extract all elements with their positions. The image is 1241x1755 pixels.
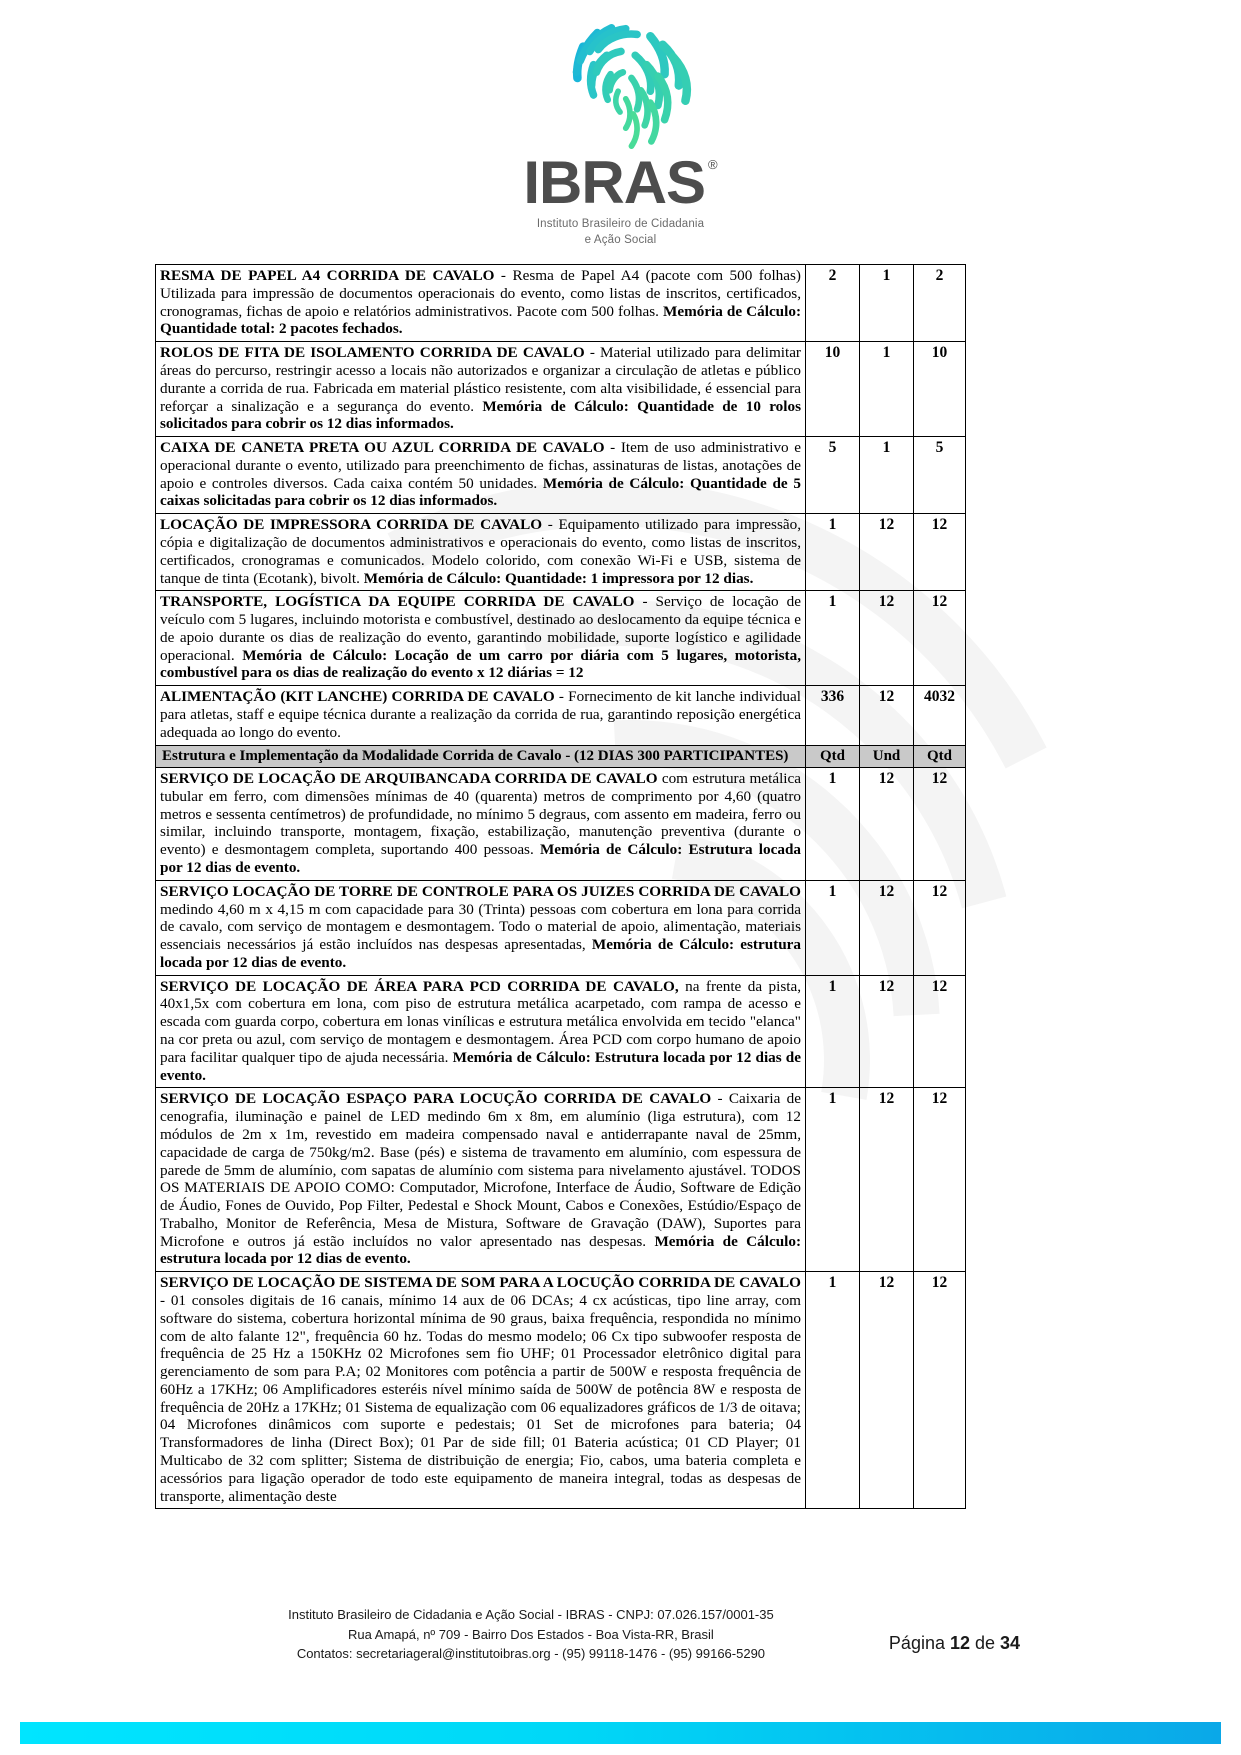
item-title: SERVIÇO DE LOCAÇÃO DE ÁREA PARA PCD CORRIDA DE CAVALO, [160,977,679,995]
item-qtd: 1 [806,514,860,591]
item-qtd: 1 [806,880,860,975]
item-description [156,686,806,745]
table-row [156,880,966,975]
item-memoria: Memória de Cálculo: Quantidade de 10 rolos solicitados para cobrir os 12 dias informados. [160,397,801,433]
registered-trademark-icon: ® [708,157,718,172]
item-title: SERVIÇO DE LOCAÇÃO DE SISTEMA DE SOM PARA A LOCUÇÃO CORRIDA DE CAVALO [160,1274,801,1292]
logo-tagline [537,217,704,248]
item-separator: - [542,516,559,534]
table-row [156,1088,966,1272]
item-memoria: Memória de Cálculo: Quantidade de 5 caixas solicitadas para cobrir os 12 dias informados. [160,474,801,510]
table-section-header-row [156,745,966,768]
item-description [156,768,806,881]
fingerprint-brazil-icon [531,14,711,159]
item-separator: - [554,688,569,706]
table-row [156,975,966,1088]
table-row [156,514,966,591]
item-body: Caixaria de cenografia, iluminação e painel de LED medindo 6m x 8m, em alumínio (liga estrutura), com 12 módulos de 2m x 1m, revestido em madeira compensado naval e antiderrapante naval de 25mm, capacidade de carga de 750kg/m2. Base (pés) e sistema de travamento em alumínio, com espessura de parede de 5mm de alumínio, com sapatas de alumínio com sistema para nivelamento ajustável. TODOS OS MATERIAIS DE APOIO COMO: Computador, Microfone, Interface de Áudio, Software de Edição de Áudio, Fones de Ouvido, Pop Filter, Pedestal e Shock Mount, Cabos e Conexões, Estúdio/Espaço de Trabalho, Monitor de Referência, Mesa de Mistura, Software de Gravação (DAW), Suportes para Microfone e outros já estão incluídos no valor apresentado nas despesas. [160,1090,801,1250]
item-title: SERVIÇO DE LOCAÇÃO DE ARQUIBANCADA CORRIDA DE CAVALO [160,770,658,788]
item-qtd: 1 [806,591,860,686]
item-separator: - [711,1090,729,1108]
page-prefix-label: Página [888,1633,950,1653]
logo-wordmark-text: IBRAS [523,149,706,216]
item-qtd-total: 5 [914,437,966,514]
item-separator: - [160,1291,171,1309]
item-body: Serviço de locação de veículo com 5 lugares, incluindo motorista e combustível, destinado ao deslocamento da equipe técnica e de apoio durante os dias de realização do evento, garantindo mobilidade, suporte logístico e agilidade operacional. [160,593,802,664]
footer-line-contacts: Contatos: secretariageral@institutoibras.org - (95) 99118-1476 - (95) 99166-5290 [296,1646,766,1661]
item-qtd: 5 [806,437,860,514]
item-description [156,880,806,975]
page-mid-label: de [970,1633,1001,1653]
item-qtd-total: 12 [914,768,966,881]
item-und: 12 [860,591,914,686]
item-und: 12 [860,768,914,881]
logo-tagline-line2: e Ação Social [584,233,657,246]
item-body: Item de uso administrativo e operacional durante o evento, utilizado para preenchimento de fichas, assinaturas de listas, anotações de apoio e controles diversos. Cada caixa contém 50 unidades. [160,439,801,492]
item-memoria: Memória de Cálculo: Estrutura locada por 12 dias de evento. [160,841,801,877]
item-body: medindo 4,60 m x 4,15 m com capacidade para 30 (Trinta) pessoas com cobertura em lona para corrida de cavalo, com serviço de montagem e desmontagem. Todo o material de apoio, alimentação, materiais essenciais necessários já estão incluídos nas despesas apresentadas, [160,900,801,954]
item-description [156,1272,806,1509]
item-separator: - [584,344,601,362]
document-header [0,0,1241,248]
item-title: ALIMENTAÇÃO (KIT LANCHE) CORRIDA DE CAVALO [160,688,555,706]
item-separator: - [634,593,656,611]
item-title: LOCAÇÃO DE IMPRESSORA CORRIDA DE CAVALO [160,516,543,534]
item-description [156,514,806,591]
items-table [155,264,966,1509]
item-title: RESMA DE PAPEL A4 CORRIDA DE CAVALO [160,267,495,285]
page-current-number: 12 [949,1633,971,1653]
item-und: 1 [860,437,914,514]
item-body: Material utilizado para delimitar áreas do percurso, restringir acesso a locais não autorizados e organizar a circulação de atletas e público durante a corrida de rua. Fabricada em material plástico resistente, com alta visibilidade, é essencial para reforçar a sinalização e a segurança do evento. [160,344,801,415]
item-body: Equipamento utilizado para impressão, cópia e digitalização de documentos administrativos e operacionais do evento, como listas de inscritos, certificados, cronogramas e comunicados. Modelo colorido, com conexão Wi-Fi e USB, sistema de tanque de tinta (Ecotank), bivolt. [160,516,801,587]
item-description [156,1088,806,1272]
item-memoria: Memória de Cálculo: estrutura locada por 12 dias de evento. [160,1232,802,1268]
item-und: 1 [860,342,914,437]
item-qtd: 1 [806,975,860,1088]
item-qtd-total: 2 [914,265,966,342]
item-body: na frente da pista, 40x1,5x com cobertura em lona, com piso de estrutura metálica acarpetado, com rampa de acesso e escada com guarda corpo, cobertura em lonas vinílicas e estrutura metálica envolvida em tecido "elanca" na cor preta ou azul, com serviço de montagem e desmontagem. Área PCD com corpo humano de apoio para facilitar qualquer tipo de ajuda necessária. [160,977,802,1066]
item-body: com estrutura metálica tubular em ferro, com dimensões mínimas de 40 (quarenta) metros de comprimento por 4,60 (quatro metros e sessenta centímetros) de profundidade, no mínimo 5 degraus, com assento em madeira, ferro ou similar, incluindo transporte, montagem, fixação, estabilização, manutenção preventiva (durante o evento) e desmontagem completa, suportando 400 pessoas. [160,770,801,859]
item-und: 12 [860,1088,914,1272]
footer-line-entity: Instituto Brasileiro de Cidadania e Ação Social - IBRAS - CNPJ: 07.026.157/0001-35 [288,1607,774,1622]
table-row [156,1272,966,1509]
table-row [156,265,966,342]
item-title: SERVIÇO LOCAÇÃO DE TORRE DE CONTROLE PARA OS JUIZES CORRIDA DE CAVALO [160,882,801,900]
item-qtd: 10 [806,342,860,437]
section-header-und: Und [860,745,914,768]
item-qtd: 1 [806,1272,860,1509]
item-qtd: 2 [806,265,860,342]
item-description [156,342,806,437]
item-title: ROLOS DE FITA DE ISOLAMENTO CORRIDA DE CAVALO [160,344,585,362]
item-memoria: Memória de Cálculo: Estrutura locada por 12 dias de evento. [160,1048,801,1084]
item-und: 12 [860,1272,914,1509]
item-body: Resma de Papel A4 (pacote com 500 folhas) Utilizada para impressão de documentos operacionais do evento, como listas de inscritos, certificados, cronogramas, fichas de apoio e relatórios administrativos. Pacote com 500 folhas. [160,267,801,320]
item-qtd: 336 [806,686,860,745]
item-body: Fornecimento de kit lanche individual para atletas, staff e equipe técnica durante a realização da corrida de rua, garantindo reposição energética adequada ao longo do evento. [160,688,801,741]
item-separator: - [604,439,621,457]
item-separator: - [494,267,513,285]
item-description [156,437,806,514]
item-qtd-total: 12 [914,1272,966,1509]
section-header-qtd: Qtd [806,745,860,768]
item-und: 12 [860,880,914,975]
item-und: 12 [860,514,914,591]
item-memoria: Memória de Cálculo: Quantidade: 1 impressora por 12 dias. [363,569,754,587]
item-und: 12 [860,686,914,745]
item-und: 1 [860,265,914,342]
table-row [156,768,966,881]
table-row [156,437,966,514]
page-number-indicator [889,1605,1020,1654]
logo-wordmark [523,149,718,216]
item-qtd: 1 [806,1088,860,1272]
section-header-qtd-total: Qtd [914,745,966,768]
item-memoria: Memória de Cálculo: estrutura locada por 12 dias de evento. [160,936,801,971]
item-qtd-total: 12 [914,975,966,1088]
document-footer [0,1605,1241,1664]
table-row [156,591,966,686]
item-description [156,265,806,342]
item-qtd: 1 [806,768,860,881]
item-memoria: Memória de Cálculo: Locação de um carro por diária com 5 lugares, motorista, combustível para os dias de realização do evento x 12 diárias = 12 [160,646,801,682]
table-row [156,686,966,745]
item-memoria: Memória de Cálculo: Quantidade total: 2 pacotes fechados. [160,302,802,338]
footer-line-address: Rua Amapá, nº 709 - Bairro Dos Estados - Boa Vista-RR, Brasil [348,1626,714,1642]
item-title: TRANSPORTE, LOGÍSTICA DA EQUIPE CORRIDA DE CAVALO [160,593,635,611]
item-body: 01 consoles digitais de 16 canais, mínimo 14 aux de 06 DCAs; 4 cx acústicas, tipo line array, com software do sistema, cobertura horizontal mínima de 90 graus, baixa frequência, respondida no mínimo com de alto falante 12", frequência 60 hz. Todas do mesmo modelo; 06 Cx tipo subwoofer resposta de frequência de 25 Hz a 150KHz 02 Microfones sem fio UHF; 01 Processador eletrônico digital para gerenciamento de som para P.A; 02 Monitores com potência a partir de 500W e resposta frequência de 60Hz a 17KHz; 06 Amplificadores esteréis nível mínimo saída de 500W de potência 8W e resposta de frequência de 20Hz a 17KHz; 01 Sistema de equalização com 06 equalizadores gráficos de 1/3 de oitava; 04 Microfones dinâmicos com suporte e pedestais; 01 Set de microfones para bateria; 04 Transformadores de linha (Direct Box); 01 Par de side fill; 01 Bateria acústica; 01 CD Player; 01 Multicabo de 32 com splitter; Sistema de distribuição de energia; Fio, cabos, uma bateria completa e acessórios para ligação operador de todo este equipamento de maneira integral, todas as despesas de transporte, alimentação deste [160,1291,801,1505]
footer-contact-block [221,1605,841,1664]
item-qtd-total: 12 [914,1088,966,1272]
item-title: CAIXA DE CANETA PRETA OU AZUL CORRIDA DE CAVALO [160,439,605,457]
item-qtd-total: 12 [914,591,966,686]
item-qtd-total: 12 [914,880,966,975]
item-qtd-total: 12 [914,514,966,591]
page-total-number: 34 [1000,1633,1021,1653]
logo-tagline-line1: Instituto Brasileiro de Cidadania [536,218,705,230]
item-description [156,591,806,686]
item-und: 12 [860,975,914,1088]
items-table-body [156,265,966,1509]
section-header-title: Estrutura e Implementação da Modalidade Corrida de Cavalo - (12 DIAS 300 PARTICIPANTES) [156,745,806,768]
item-title: SERVIÇO DE LOCAÇÃO ESPAÇO PARA LOCUÇÃO CORRIDA DE CAVALO [160,1090,712,1108]
items-table-wrapper [0,264,1241,1509]
table-row [156,342,966,437]
footer-accent-bar [20,1722,1221,1744]
item-qtd-total: 10 [914,342,966,437]
item-description [156,975,806,1088]
item-qtd-total: 4032 [914,686,966,745]
